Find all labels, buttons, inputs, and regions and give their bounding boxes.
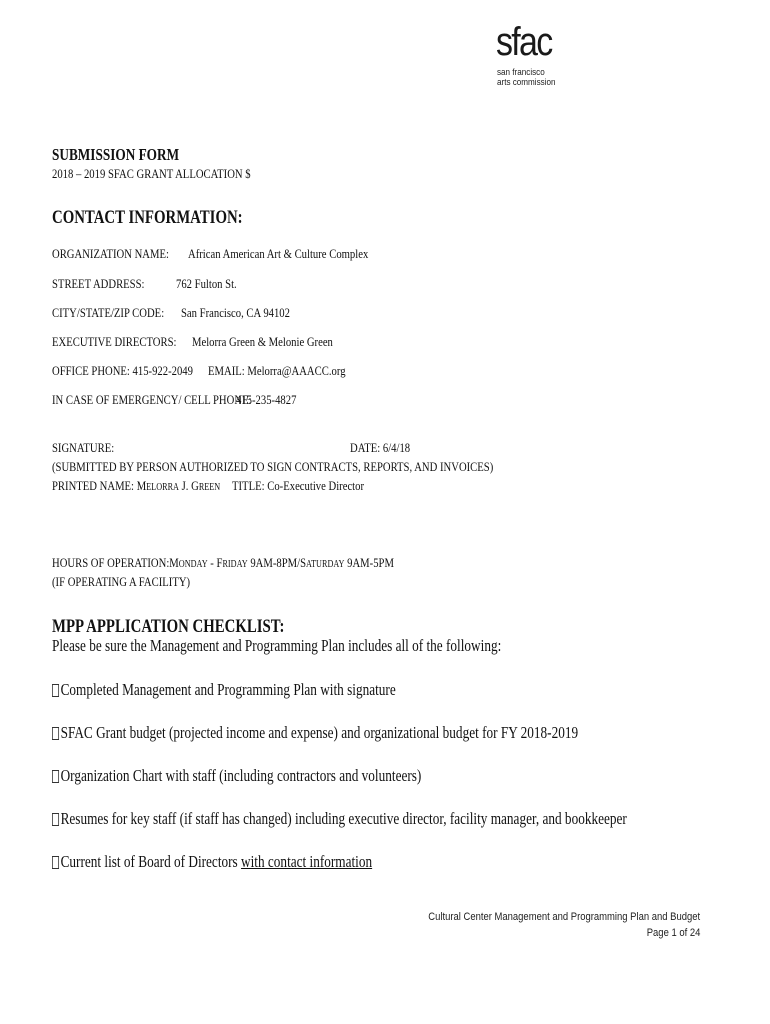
title-line (232, 478, 364, 494)
street-address-label: STREET ADDRESS: (52, 276, 145, 291)
title-value: Co-Executive Director (267, 478, 365, 493)
contact-heading: CONTACT INFORMATION: (52, 207, 243, 228)
street-address-value: 762 Fulton St. (176, 276, 237, 291)
footer-doc-title: Cultural Center Management and Programming Plan and Budget (428, 911, 700, 923)
checklist-item-label: SFAC Grant budget (projected income and expense) and organizational budget for FY 2018-2019 (60, 723, 579, 742)
checkbox-icon[interactable] (52, 856, 59, 869)
checklist-item-label: Organization Chart with staff (including contractors and volunteers) (60, 766, 422, 785)
checklist-item-underlined: with contact information (241, 852, 373, 871)
printed-name-label: PRINTED NAME: (52, 478, 135, 493)
hours-note: (IF OPERATING A FACILITY) (52, 574, 191, 589)
city-state-zip-value: San Francisco, CA 94102 (181, 305, 290, 320)
checklist-item (52, 723, 578, 743)
checkbox-icon[interactable] (52, 813, 59, 826)
title-label: TITLE: (232, 478, 265, 493)
date-label: DATE: 6/4/18 (350, 440, 411, 455)
printed-name-value: MELORRA J. GREEN (136, 478, 221, 493)
org-name-value: African American Art & Culture Complex (188, 246, 369, 261)
checklist-item (52, 809, 627, 829)
checklist-item-label: Resumes for key staff (if staff has changed) including executive director, facility manager, and bookkeeper (60, 809, 627, 828)
checkbox-icon[interactable] (52, 684, 59, 697)
checklist-item-label: Completed Management and Programming Plan with signature (60, 680, 396, 699)
office-phone: OFFICE PHONE: 415-922-2049 (52, 363, 193, 378)
checkbox-icon[interactable] (52, 770, 59, 783)
email: EMAIL: Melorra@AAACC.org (208, 363, 346, 378)
checklist-intro: Please be sure the Management and Programming Plan includes all of the following: (52, 636, 502, 655)
org-name-label: ORGANIZATION NAME: (52, 246, 169, 261)
form-subtitle: 2018 – 2019 SFAC GRANT ALLOCATION $ (52, 166, 251, 181)
checklist-heading: MPP APPLICATION CHECKLIST: (52, 616, 285, 637)
hours-of-operation: HOURS OF OPERATION:MONDAY - FRIDAY 9AM-8PM/SATURDAY 9AM-5PM (52, 555, 394, 570)
checklist-item (52, 766, 421, 786)
logo-subtitle-line2: arts commission (497, 77, 556, 87)
checklist-item-label: Current list of Board of Directors (60, 852, 242, 871)
checklist-item (52, 680, 396, 700)
executive-directors-value: Melorra Green & Melonie Green (192, 334, 333, 349)
hours-label: HOURS OF OPERATION: (52, 555, 170, 570)
signature-note: (SUBMITTED BY PERSON AUTHORIZED TO SIGN CONTRACTS, REPORTS, AND INVOICES) (52, 459, 494, 474)
checkbox-icon[interactable] (52, 727, 59, 740)
footer-page-number: Page 1 of 24 (646, 927, 700, 939)
form-title: SUBMISSION FORM (52, 145, 180, 164)
logo-subtitle-line1: san francisco (497, 67, 545, 77)
checklist-item (52, 852, 372, 872)
emergency-phone-value: 415-235-4827 (236, 392, 297, 407)
signature-label: SIGNATURE: (52, 440, 115, 455)
executive-directors-label: EXECUTIVE DIRECTORS: (52, 334, 177, 349)
sfac-logo: sfac (496, 20, 552, 64)
printed-name-line (52, 478, 220, 494)
city-state-zip-label: CITY/STATE/ZIP CODE: (52, 305, 165, 320)
emergency-phone-label: IN CASE OF EMERGENCY/ CELL PHONE: (52, 392, 252, 407)
